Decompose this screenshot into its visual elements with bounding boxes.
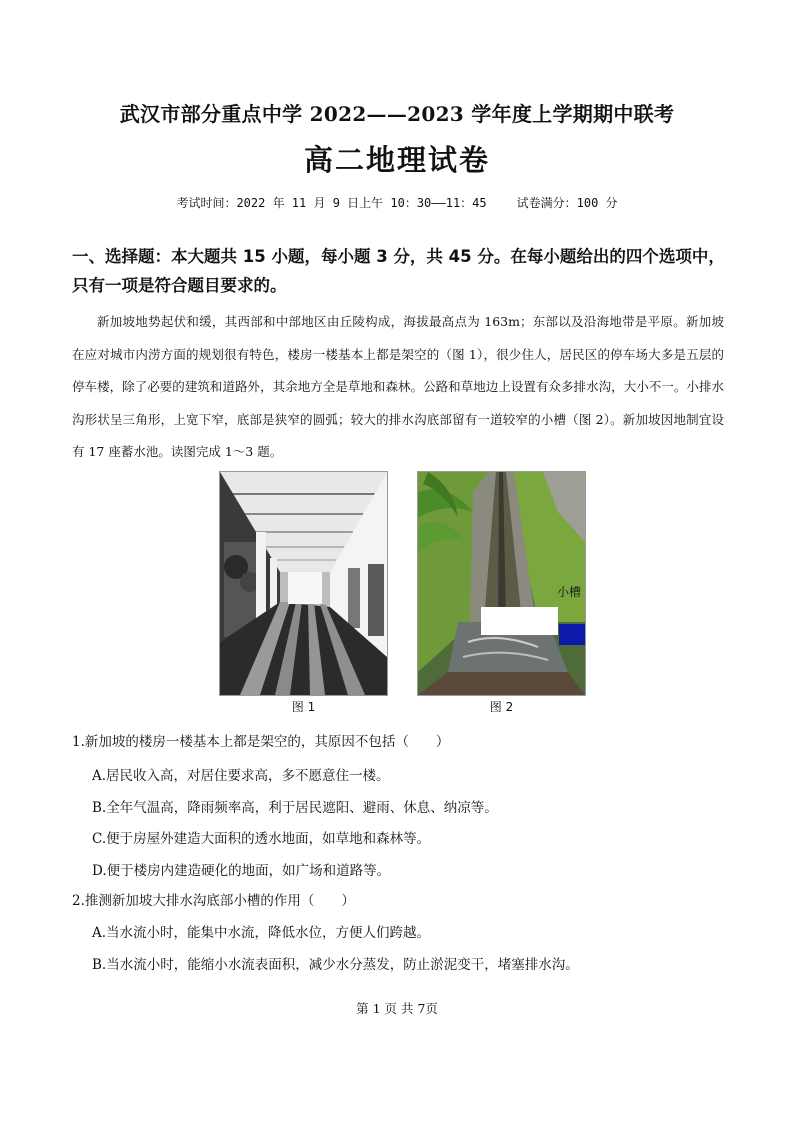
question-1-option-d: D.便于楼房内建造硬化的地面，如广场和道路等。 [92,863,391,879]
school-title: 武汉市部分重点中学 2022——2023 学年度上学期期中联考 [119,102,675,126]
paper-title: 高二地理试卷 [303,143,490,177]
full-score: 试卷满分：100 分 [516,196,618,210]
page-number: 第 1 页 共 7页 [356,1001,438,1016]
figure-2-caption: 图 2 [489,700,514,714]
small-trough-label: 小槽 [557,585,582,599]
exam-info [0,194,794,211]
question-1-option-c: C.便于房屋外建造大面积的透水地面，如草地和森林等。 [92,831,431,847]
reading-passage: 新加坡地势起伏和缓，其西部和中部地区由丘陵构成，海拔最高点为 163m；东部以及沿海地带是平原。新加坡在应对城市内涝方面的规划很有特色，楼房一楼基本上都是架空的（图 1），很少住人，居民区的停车场大多是五层的停车楼，除了必要的建筑和道路外，其余地方全是草地和森林。公路和草地边上设置有众多排水沟，大小不一。小排水沟形状呈三角形，上宽下窄，底部是狭窄的圆弧；较大的排水沟底部留有一道较窄的小槽（图 2）。新加坡因地制宜设有 17 座蓄水池。读图完成 1～3 题。 [72,314,724,459]
question-1-option-b: B.全年气温高，降雨频率高，利于居民遮阳、避雨、休息、纳凉等。 [92,800,498,816]
question-2-option-b: B.当水流小时，能缩小水流表面积，减少水分蒸发，防止淤泥变干，堵塞排水沟。 [92,957,579,973]
exam-time: 考试时间：2022 年 11 月 9 日上午 10：30——11：45 [176,196,487,210]
question-1-stem: 1.新加坡的楼房一楼基本上都是架空的，其原因不包括（ ） [72,734,450,750]
question-2-stem: 2.推测新加坡大排水沟底部小槽的作用（ ） [72,893,355,909]
question-1-option-a: A.居民收入高，对居住要求高，多不愿意住一楼。 [92,768,390,784]
question-2-option-a: A.当水流小时，能集中水流，降低水位，方便人们跨越。 [92,925,431,941]
section-heading: 一、选择题：本大题共 15 小题，每小题 3 分，共 45 分。在每小题给出的四个选项中，只有一项是符合题目要求的。 [72,247,725,295]
figure-1-caption: 图 1 [291,700,316,714]
figure-1-photo [219,471,388,696]
corridor-illustration [220,472,387,695]
